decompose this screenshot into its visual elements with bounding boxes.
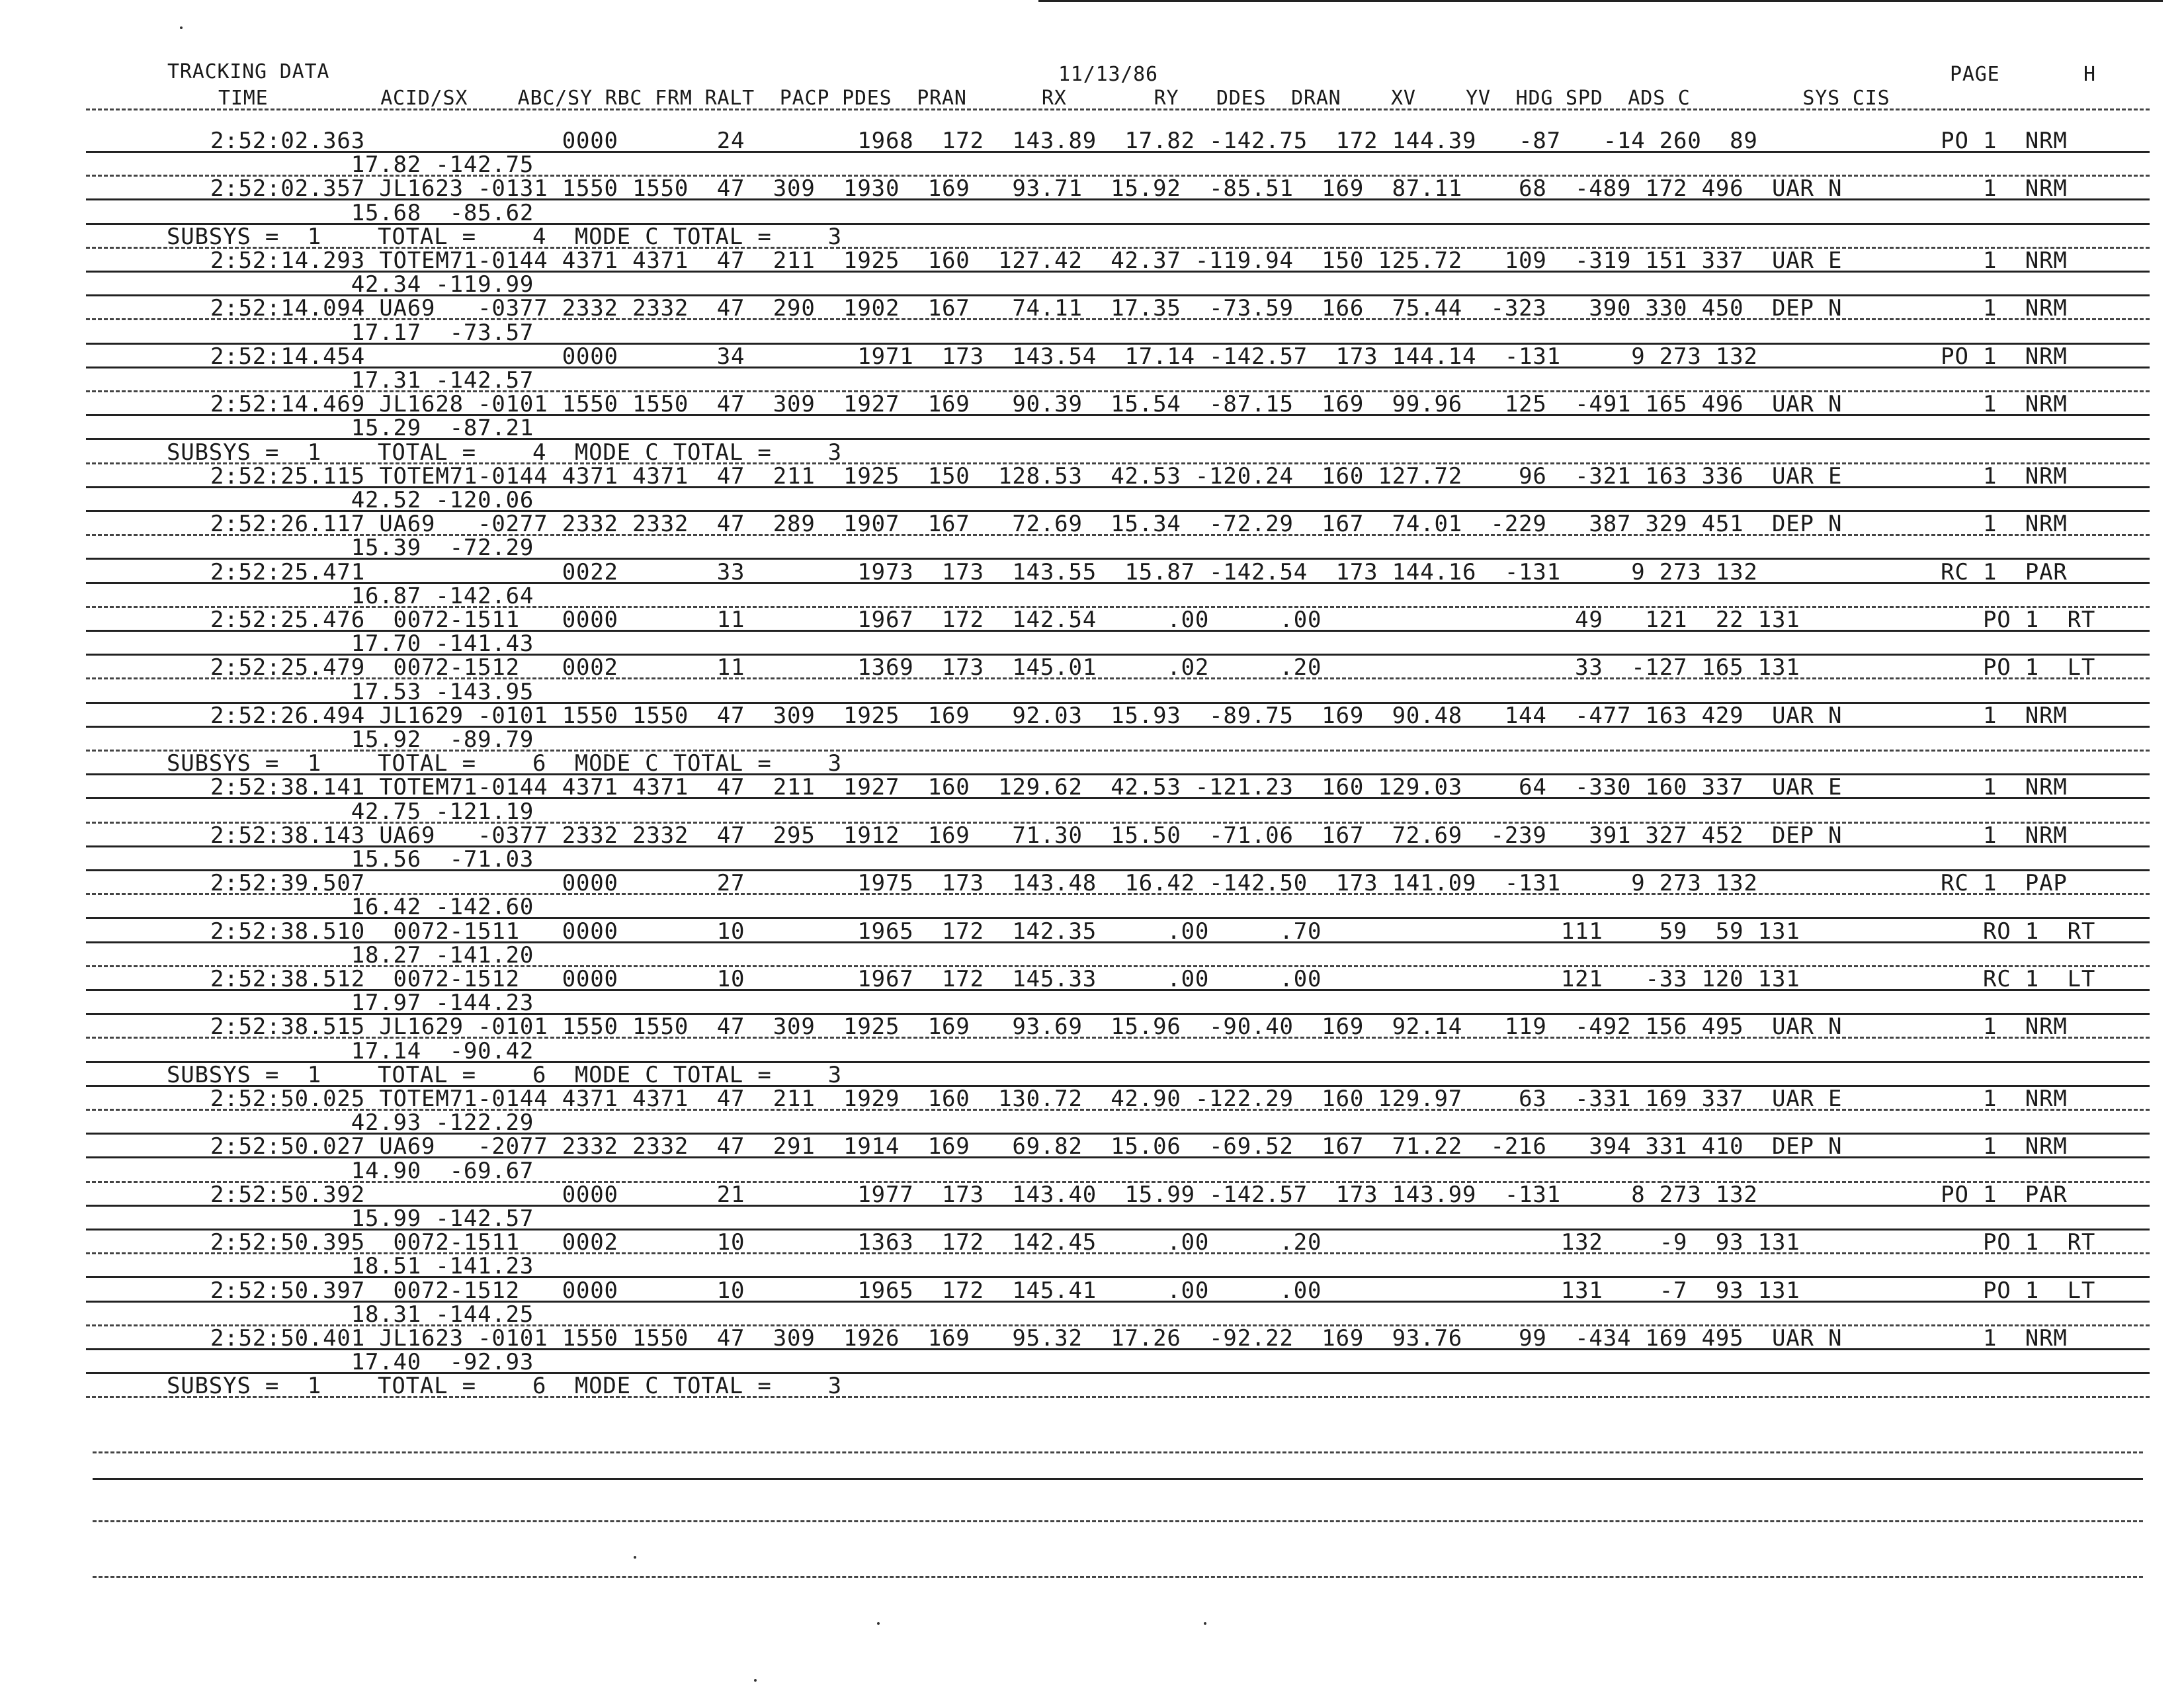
page-value: H xyxy=(2083,63,2096,86)
report-line: 15.29 -87.21 xyxy=(210,415,534,441)
subsystem-total-line: SUBSYS = 1 TOTAL = 6 MODE C TOTAL = 3 xyxy=(167,1373,842,1399)
report-line: 2:52:26.494 JL1629 -0101 1550 1550 47 309 1925 169 92.03 15.93 -89.75 169 90.48 144 -477 163 429 UAR N 1 NRM xyxy=(210,703,2068,729)
report-line: 17.40 -92.93 xyxy=(210,1349,534,1375)
blank-rule xyxy=(93,1520,2143,1522)
report-line: 18.31 -144.25 xyxy=(210,1301,534,1328)
report-title: TRACKING DATA xyxy=(167,60,330,83)
page-label: PAGE xyxy=(1950,63,2000,86)
report-line: 2:52:14.293 TOTEM71-0144 4371 4371 47 211 1925 160 127.42 42.37 -119.94 150 125.72 109 -319 151 337 UAR E 1 NRM xyxy=(210,247,2068,274)
report-line: 17.70 -141.43 xyxy=(210,630,534,657)
report-line: 42.75 -121.19 xyxy=(210,798,534,825)
report-line: 2:52:50.392 0000 21 1977 173 143.40 15.99 -142.57 173 143.99 -131 8 273 132 PO 1 PAR xyxy=(210,1182,2068,1208)
report-line: 2:52:38.141 TOTEM71-0144 4371 4371 47 211 1927 160 129.62 42.53 -121.23 160 129.03 64 -330 160 337 UAR E 1 NRM xyxy=(210,774,2068,800)
report-line: 15.92 -89.79 xyxy=(210,726,534,753)
subsystem-total-line: SUBSYS = 1 TOTAL = 4 MODE C TOTAL = 3 xyxy=(167,439,842,466)
report-line: 2:52:26.117 UA69 -0277 2332 2332 47 289 1907 167 72.69 15.34 -72.29 167 74.01 -229 387 329 451 DEP N 1 NRM xyxy=(210,511,2068,537)
row-rule xyxy=(86,1396,2150,1398)
report-line: 17.31 -142.57 xyxy=(210,367,534,394)
report-line: 15.68 -85.62 xyxy=(210,200,534,226)
blank-rule xyxy=(93,1576,2143,1578)
report-line: 42.52 -120.06 xyxy=(210,487,534,513)
report-line: 18.27 -141.20 xyxy=(210,942,534,969)
report-line: 17.97 -144.23 xyxy=(210,990,534,1016)
report-line: 2:52:02.357 JL1623 -0131 1550 1550 47 309 1930 169 93.71 15.92 -85.51 169 87.11 68 -489 172 496 UAR N 1 NRM xyxy=(210,175,2068,202)
subsystem-total-line: SUBSYS = 1 TOTAL = 6 MODE C TOTAL = 3 xyxy=(167,1062,842,1088)
report-line: 2:52:25.476 0072-1511 0000 11 1967 172 142.54 .00 .00 49 121 22 131 PO 1 RT xyxy=(210,607,2096,633)
report-line: 17.14 -90.42 xyxy=(210,1038,534,1064)
report-line: 15.99 -142.57 xyxy=(210,1205,534,1232)
report-line: 2:52:50.025 TOTEM71-0144 4371 4371 47 211 1929 160 130.72 42.90 -122.29 160 129.97 63 -331 169 337 UAR E 1 NRM xyxy=(210,1086,2068,1112)
blank-rule xyxy=(93,1478,2143,1480)
header-rule xyxy=(86,108,2150,110)
report-line: 2:52:39.507 0000 27 1975 173 143.48 16.42 -142.50 173 141.09 -131 9 273 132 RC 1 PAP xyxy=(210,870,2068,896)
report-line: 18.51 -141.23 xyxy=(210,1253,534,1279)
report-line: 17.17 -73.57 xyxy=(210,320,534,346)
report-line: 2:52:14.454 0000 34 1971 173 143.54 17.14 -142.57 173 144.14 -131 9 273 132 PO 1 NRM xyxy=(210,343,2068,370)
report-line: 2:52:02.363 0000 24 1968 172 143.89 17.82 -142.75 172 144.39 -87 -14 260 89 PO 1 NRM xyxy=(210,128,2068,154)
report-line: 42.34 -119.99 xyxy=(210,271,534,298)
report-line: 42.93 -122.29 xyxy=(210,1109,534,1136)
report-line: 2:52:50.027 UA69 -2077 2332 2332 47 291 1914 169 69.82 15.06 -69.52 167 71.22 -216 394 331 410 DEP N 1 NRM xyxy=(210,1133,2068,1160)
report-line: 2:52:50.401 JL1623 -0101 1550 1550 47 309 1926 169 95.32 17.26 -92.22 169 93.76 99 -434 169 495 UAR N 1 NRM xyxy=(210,1325,2068,1352)
report-line: 2:52:38.512 0072-1512 0000 10 1967 172 145.33 .00 .00 121 -33 120 131 RC 1 LT xyxy=(210,966,2096,992)
report-line: 2:52:25.479 0072-1512 0002 11 1369 173 145.01 .02 .20 33 -127 165 131 PO 1 LT xyxy=(210,654,2096,681)
print-speck xyxy=(1204,1622,1206,1625)
report-line: 2:52:14.094 UA69 -0377 2332 2332 47 290 1902 167 74.11 17.35 -73.59 166 75.44 -323 390 330 450 DEP N 1 NRM xyxy=(210,295,2068,322)
report-line: 2:52:14.469 JL1628 -0101 1550 1550 47 309 1927 169 90.39 15.54 -87.15 169 99.96 125 -491 165 496 UAR N 1 NRM xyxy=(210,391,2068,417)
print-speck xyxy=(634,1556,636,1559)
report-date: 11/13/86 xyxy=(1058,63,1158,86)
top-rule xyxy=(1038,0,2163,2)
report-line: 15.56 -71.03 xyxy=(210,846,534,873)
report-line: 17.53 -143.95 xyxy=(210,679,534,705)
print-speck xyxy=(754,1679,757,1682)
report-line: 14.90 -69.67 xyxy=(210,1158,534,1184)
print-speck xyxy=(877,1622,880,1625)
report-line: 2:52:25.471 0022 33 1973 173 143.55 15.87 -142.54 173 144.16 -131 9 273 132 RC 1 PAR xyxy=(210,559,2068,585)
report-line: 16.42 -142.60 xyxy=(210,894,534,920)
report-line: 2:52:38.510 0072-1511 0000 10 1965 172 142.35 .00 .70 111 59 59 131 RO 1 RT xyxy=(210,918,2096,945)
report-line: 2:52:50.395 0072-1511 0002 10 1363 172 142.45 .00 .20 132 -9 93 131 PO 1 RT xyxy=(210,1229,2096,1256)
report-line: 2:52:50.397 0072-1512 0000 10 1965 172 145.41 .00 .00 131 -7 93 131 PO 1 LT xyxy=(210,1277,2096,1304)
report-line: 17.82 -142.75 xyxy=(210,151,534,178)
report-line: 15.39 -72.29 xyxy=(210,535,534,561)
report-line: 2:52:38.515 JL1629 -0101 1550 1550 47 309 1925 169 93.69 15.96 -90.40 169 92.14 119 -492 156 495 UAR N 1 NRM xyxy=(210,1014,2068,1040)
column-headers: TIME ACID/SX ABC/SY RBC FRM RALT PACP PDES PRAN RX RY DDES DRAN XV YV HDG SPD ADS C SYS CIS xyxy=(218,87,1890,110)
report-line: 2:52:25.115 TOTEM71-0144 4371 4371 47 211 1925 150 128.53 42.53 -120.24 160 127.72 96 -321 163 336 UAR E 1 NRM xyxy=(210,463,2068,490)
blank-rule xyxy=(93,1451,2143,1453)
subsystem-total-line: SUBSYS = 1 TOTAL = 6 MODE C TOTAL = 3 xyxy=(167,750,842,777)
report-line: 16.87 -142.64 xyxy=(210,583,534,609)
print-speck xyxy=(180,26,183,29)
report-line: 2:52:38.143 UA69 -0377 2332 2332 47 295 1912 169 71.30 15.50 -71.06 167 72.69 -239 391 327 452 DEP N 1 NRM xyxy=(210,822,2068,849)
subsystem-total-line: SUBSYS = 1 TOTAL = 4 MODE C TOTAL = 3 xyxy=(167,224,842,250)
